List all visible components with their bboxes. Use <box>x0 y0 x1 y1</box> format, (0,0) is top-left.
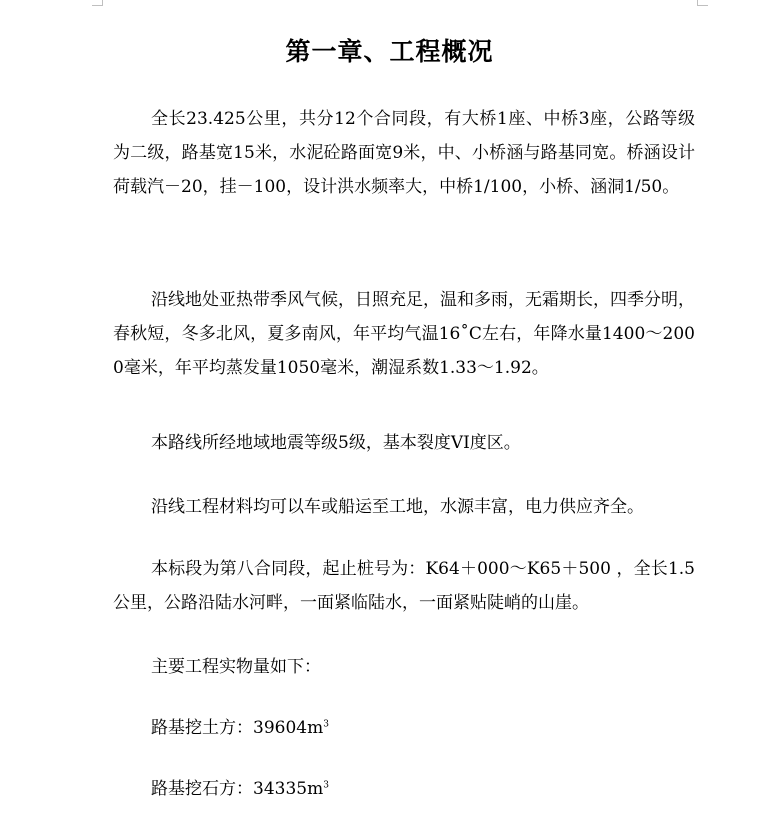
quantity-item-earthwork <box>113 711 695 745</box>
quantity-unit-superscript: 3 <box>323 780 329 791</box>
quantity-item-rockwork <box>113 772 695 806</box>
paragraph-quantities-intro: 主要工程实物量如下： <box>151 657 321 677</box>
chapter-title: 第一章、工程概况 <box>285 37 494 66</box>
paragraph-section-info: 本标段为第八合同段，起止桩号为：K64＋000～K65＋500 ，全长1.5公里，公路沿陆水河畔，一面紧临陆水，一面紧贴陡峭的山崖。 <box>113 559 695 613</box>
paragraph-seismic: 本路线所经地域地震等级5级，基本裂度VI度区。 <box>151 433 521 453</box>
quantity-value: 34335m <box>253 779 324 799</box>
paragraph-overview: 全长23.425公里，共分12个合同段，有大桥1座、中桥3座，公路等级为二级，路基宽15米，水泥砼路面宽9米，中、小桥涵与路基同宽。桥涵设计荷载汽－20，挂－100，设计洪水频率大，中桥1/100，小桥、涵洞1/50。 <box>113 109 695 197</box>
crop-mark-top-left <box>92 0 103 6</box>
paragraph-materials: 沿线工程材料均可以车或船运至工地，水源丰富，电力供应齐全。 <box>151 497 644 517</box>
paragraph-climate: 沿线地处亚热带季风气候，日照充足，温和多雨，无霜期长，四季分明，春秋短，冬多北风，夏多南风，年平均气温16˚C左右，年降水量1400～2000毫米，年平均蒸发量1050毫米，潮湿系数1.33～1.92。 <box>113 290 695 378</box>
quantity-unit-superscript: 3 <box>323 719 329 730</box>
quantity-label: 路基挖石方： <box>151 779 253 799</box>
quantity-label: 路基挖土方： <box>151 718 253 738</box>
crop-mark-top-right <box>697 0 708 6</box>
quantity-value: 39604m <box>253 718 324 738</box>
